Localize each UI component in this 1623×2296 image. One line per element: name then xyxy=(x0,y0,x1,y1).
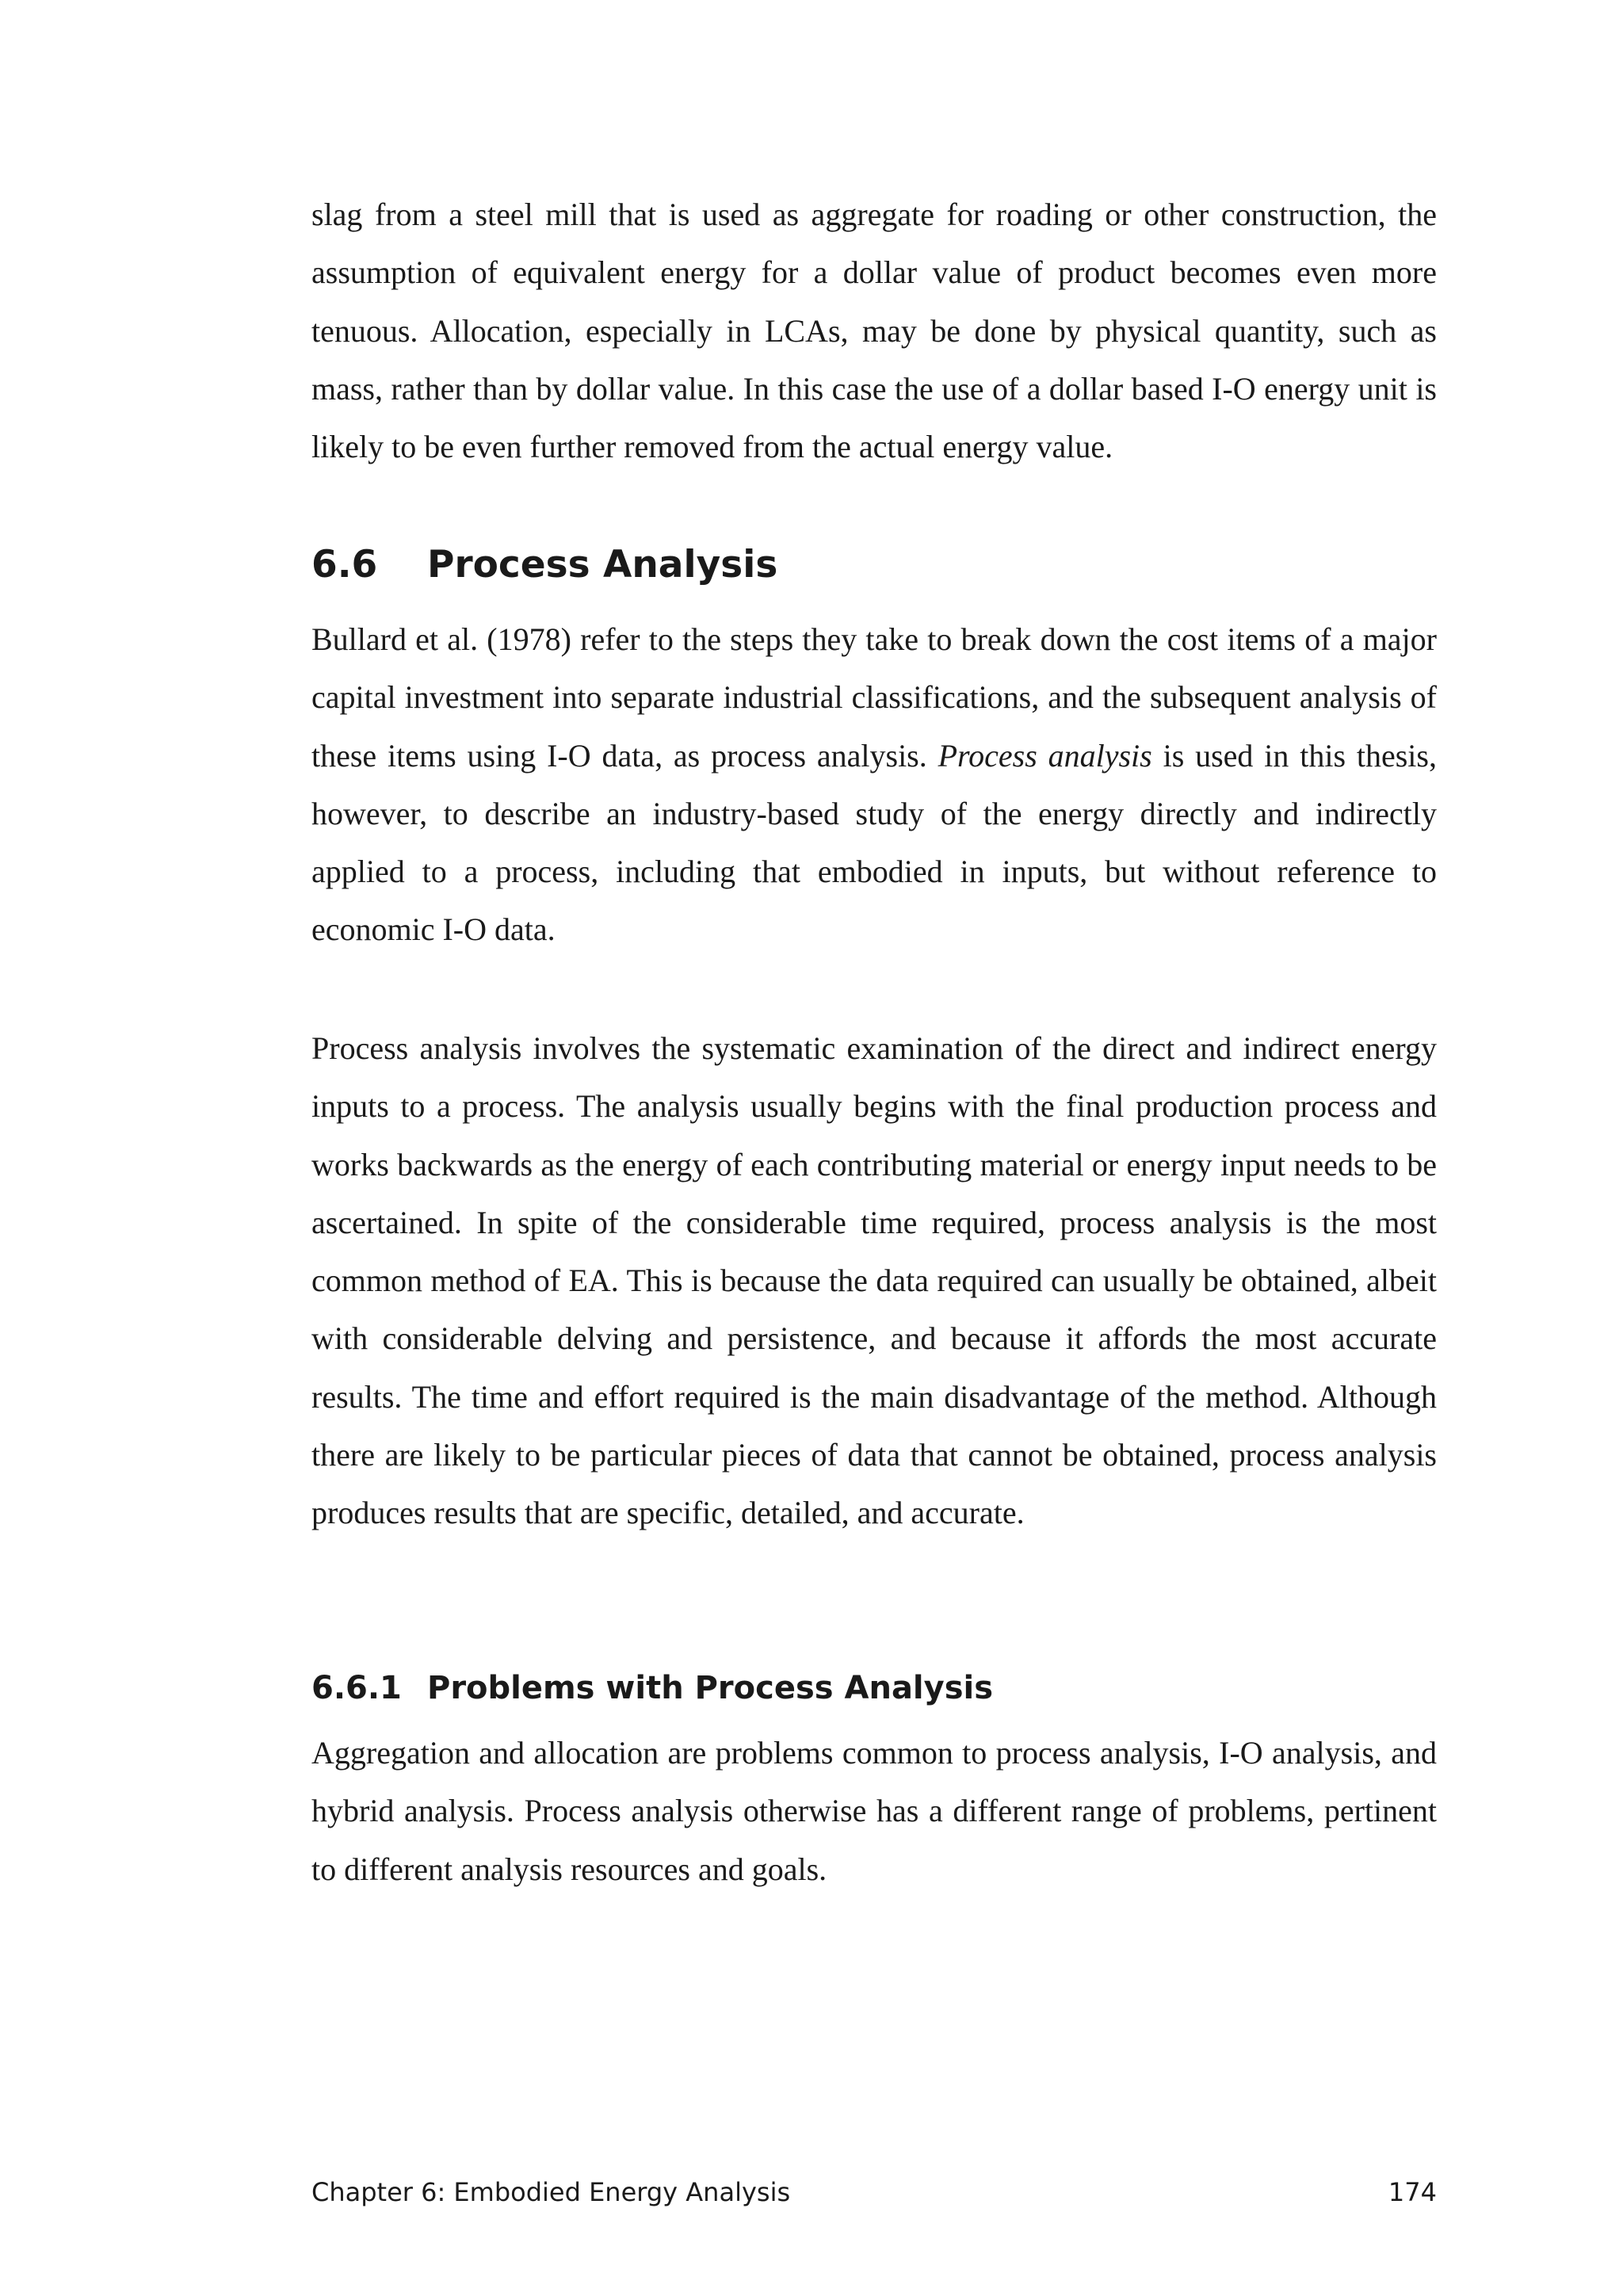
subsection-paragraph: Aggregation and allocation are problems common to process analysis, I-O analysis, and hybrid analysis. Process analysis otherwise has a different range of problems, pertinent to different analysis resources and goals. xyxy=(311,1735,1437,1887)
section-title: Process Analysis xyxy=(427,543,778,586)
section-paragraph-1 xyxy=(311,610,1437,959)
section-paragraph-2: Process analysis involves the systematic examination of the direct and indirect energy inputs to a process. The analysis usually begins with the final production process and works backwards as the energy of each contributing material or energy input needs to be ascertained. In spite of the considerable time required, process analysis is the most common method of EA. This is because the data required can usually be obtained, albeit with considerable delving and persistence, and because it affords the most accurate results. The time and effort required is the main disadvantage of the method. Although there are likely to be particular pieces of data that cannot be obtained, process analysis produces results that are specific, detailed, and accurate. xyxy=(311,1030,1437,1531)
continuation-paragraph: slag from a steel mill that is used as aggregate for roading or other construction, the assumption of equivalent energy for a dollar value of product becomes even more tenuous. Allocation, especially in LCAs, may be done by physical quantity, such as mass, rather than by dollar value. In this case the use of a dollar based I-O energy unit is likely to be even further removed from the actual energy value. xyxy=(311,197,1437,465)
paragraph-1-text-start: Bullard et al. (1978) refer to the steps they take to break down the cost items of a major capital investment into separate industrial classifications, and the subsequent analysis of these items using I-O data, as process analysis. xyxy=(311,621,1437,774)
document-page xyxy=(311,0,1437,2296)
section-number: 6.6 xyxy=(311,543,378,586)
page-footer xyxy=(311,2176,1437,2209)
paragraph-1-italic-term: Process analysis xyxy=(938,737,1152,774)
subsection-title: Problems with Process Analysis xyxy=(427,1670,994,1706)
footer-chapter-title: Chapter 6: Embodied Energy Analysis xyxy=(311,2177,791,2207)
subsection-number: 6.6.1 xyxy=(311,1670,402,1706)
paragraph-1-text-end: is used in this thesis, however, to describe an industry-based study of the energy directly and indirectly applied to a process, including that embodied in inputs, but without reference to economic I-O data. xyxy=(311,737,1437,948)
footer-page-number: 174 xyxy=(1388,2177,1437,2207)
section-heading xyxy=(311,541,777,589)
subsection-heading xyxy=(311,1668,993,1709)
